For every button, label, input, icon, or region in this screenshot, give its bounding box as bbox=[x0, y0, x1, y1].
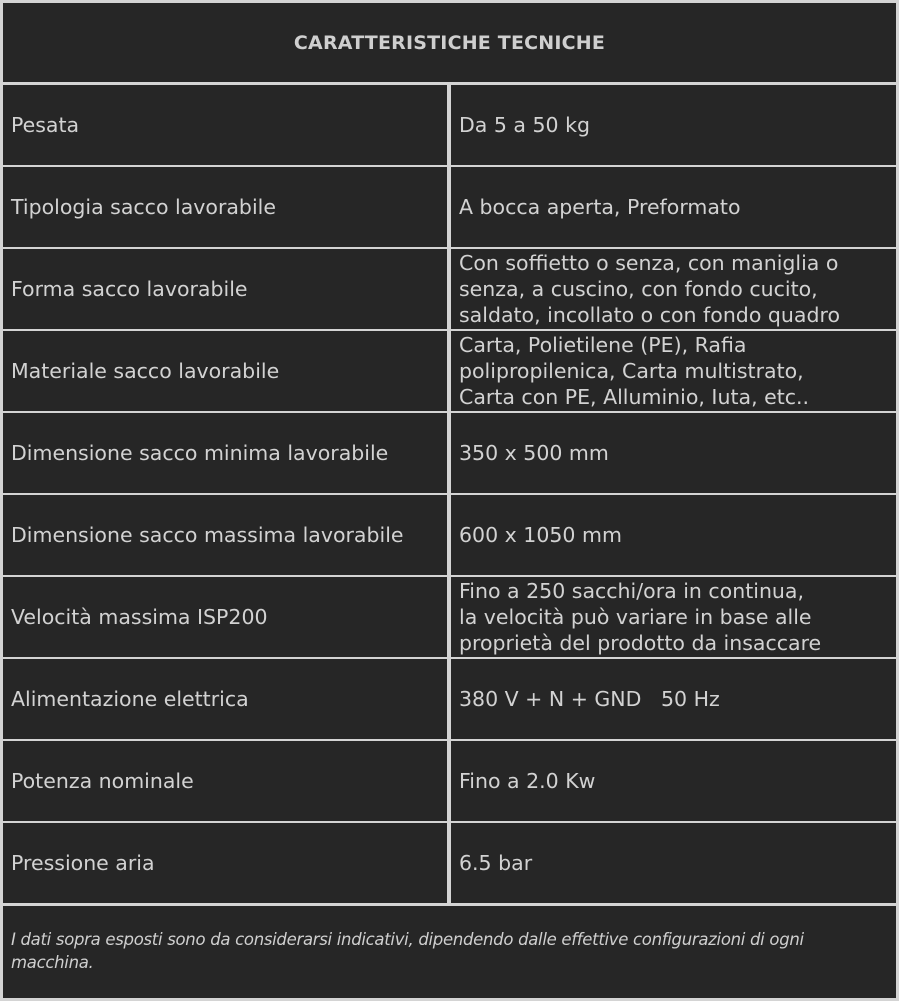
footnote: I dati sopra esposti sono da considerarsi indicativi, dipendendo dalle effettive configurazioni di ogni macchina. bbox=[3, 906, 896, 998]
table-title-text: CARATTERISTICHE TECNICHE bbox=[293, 31, 606, 54]
row-label: Dimensione sacco minima lavorabile bbox=[3, 413, 447, 493]
row-label: Pesata bbox=[3, 85, 447, 165]
row-label: Velocità massima ISP200 bbox=[3, 577, 447, 657]
row-value bbox=[451, 85, 896, 165]
row-label: Alimentazione elettrica bbox=[3, 659, 447, 739]
table-row bbox=[3, 85, 896, 165]
value-line: 6.5 bar bbox=[459, 851, 533, 875]
table-row bbox=[3, 823, 896, 903]
value-line: Da 5 a 50 kg bbox=[459, 113, 590, 137]
row-value bbox=[451, 823, 896, 903]
row-value bbox=[451, 413, 896, 493]
value-line: Fino a 250 sacchi/ora in continua, bbox=[459, 579, 805, 603]
value-line: Carta con PE, Alluminio, Iuta, etc.. bbox=[459, 385, 810, 409]
value-line: Carta, Polietilene (PE), Rafia bbox=[459, 333, 747, 357]
table-row bbox=[3, 413, 896, 493]
value-line: 380 V + N + GND 50 Hz bbox=[459, 687, 720, 711]
row-label: Tipologia sacco lavorabile bbox=[3, 167, 447, 247]
value-line: Con soffietto o senza, con maniglia o bbox=[459, 251, 839, 275]
value-line: 350 x 500 mm bbox=[459, 441, 609, 465]
row-label: Dimensione sacco massima lavorabile bbox=[3, 495, 447, 575]
row-value bbox=[451, 249, 896, 329]
row-value bbox=[451, 331, 896, 411]
table-row bbox=[3, 577, 896, 657]
value-line: la velocità può variare in base alle bbox=[459, 605, 812, 629]
value-line: senza, a cuscino, con fondo cucito, bbox=[459, 277, 818, 301]
row-label: Pressione aria bbox=[3, 823, 447, 903]
table-row bbox=[3, 167, 896, 247]
value-line: Fino a 2.0 Kw bbox=[459, 769, 596, 793]
value-line: 600 x 1050 mm bbox=[459, 523, 622, 547]
row-value bbox=[451, 741, 896, 821]
table-title bbox=[3, 3, 896, 82]
table-row bbox=[3, 495, 896, 575]
table-row bbox=[3, 659, 896, 739]
value-line: A bocca aperta, Preformato bbox=[459, 195, 741, 219]
table-row bbox=[3, 249, 896, 329]
row-value bbox=[451, 167, 896, 247]
row-label: Materiale sacco lavorabile bbox=[3, 331, 447, 411]
row-label: Potenza nominale bbox=[3, 741, 447, 821]
table-row bbox=[3, 331, 896, 411]
value-line: polipropilenica, Carta multistrato, bbox=[459, 359, 804, 383]
value-line: proprietà del prodotto da insaccare bbox=[459, 631, 822, 655]
value-line: saldato, incollato o con fondo quadro bbox=[459, 303, 840, 327]
row-value bbox=[451, 495, 896, 575]
table-row bbox=[3, 741, 896, 821]
row-value bbox=[451, 577, 896, 657]
row-label: Forma sacco lavorabile bbox=[3, 249, 447, 329]
row-value bbox=[451, 659, 896, 739]
